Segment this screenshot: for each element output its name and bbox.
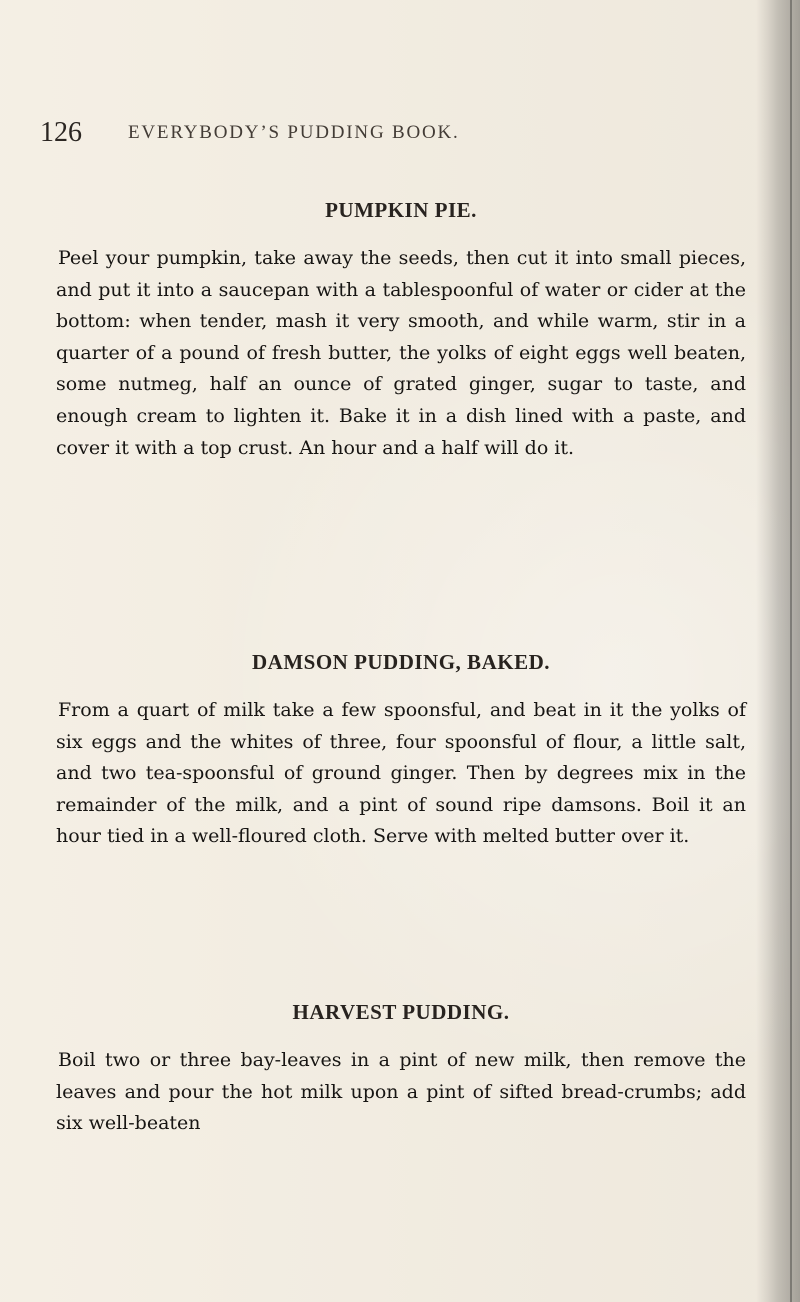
page-header: [40, 117, 760, 151]
recipe-pumpkin-pie: [56, 196, 746, 464]
recipe-damson-pudding: [56, 648, 746, 853]
recipe-title: HARVEST PUDDING.: [292, 1000, 510, 1024]
recipe-title: DAMSON PUDDING, BAKED.: [251, 650, 550, 674]
recipe-body: Peel your pumpkin, take away the seeds, then cut it into small pieces, and put it into a saucepan with a tablespoonful of water or cider at the bottom: when tender, mash it very smooth, and while warm, stir in a quarter of a pound of fresh butter, the yolks of eight eggs well beaten, some nutmeg, half an ounce of grated ginger, sugar to taste, and enough cream to lighten it. Bake it in a dish lined with a paste, and cover it with a top crust. An hour and a half will do it.: [56, 247, 746, 459]
recipe-harvest-pudding: [56, 998, 746, 1140]
page-gutter-shadow: [756, 0, 800, 1302]
recipe-body: From a quart of milk take a few spoonsful, and beat in it the yolks of six eggs and the whites of three, four spoonsful of flour, a little salt, and two tea-spoonsful of ground ginger. Then by degrees mix in the remainder of the milk, and a pint of sound ripe damsons. Boil it an hour tied in a well-floured cloth. Serve with melted butter over it.: [56, 699, 746, 848]
running-head: EVERYBODY’S PUDDING BOOK.: [128, 122, 460, 143]
page-gutter-line: [790, 0, 792, 1302]
page-number: 126: [40, 117, 82, 148]
recipe-title: PUMPKIN PIE.: [325, 198, 477, 222]
recipe-body: Boil two or three bay-leaves in a pint of new milk, then remove the leaves and pour the hot milk upon a pint of sifted bread-crumbs; add six well-beaten: [56, 1049, 746, 1135]
